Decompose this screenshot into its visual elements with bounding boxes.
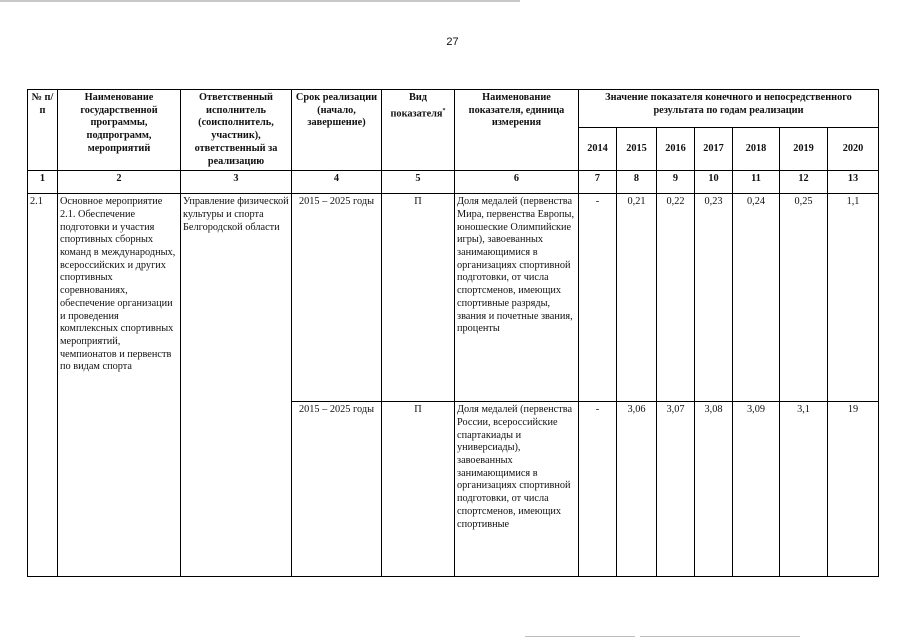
header-type-label: Вид показателя — [390, 92, 443, 120]
column-number-row — [28, 171, 879, 194]
column-number: 2 — [58, 171, 181, 194]
column-number: 7 — [579, 171, 617, 194]
header-year: 2015 — [617, 127, 657, 170]
header-year: 2019 — [780, 127, 828, 170]
column-number: 9 — [657, 171, 695, 194]
column-number: 10 — [695, 171, 733, 194]
value-cell: 0,24 — [733, 194, 780, 402]
value-cell: 3,08 — [695, 402, 733, 577]
value-cell: 0,21 — [617, 194, 657, 402]
column-number: 6 — [455, 171, 579, 194]
executor-name: Управление физической культуры и спорта Белгородской области — [181, 194, 292, 577]
header-values-group: Значение показателя конечного и непосредственного результата по годам реализации — [579, 90, 879, 128]
type-cell: П — [382, 402, 455, 577]
indicator-name: Доля медалей (первенства России, всероссийские спартакиады и универсиады), завоеванных занимающимися в организациях спортивной подготовки, от числа спортсменов, имеющих спортивные — [455, 402, 579, 577]
indicator-name: Доля медалей (первенства Мира, первенства Европы, юношеские Олимпийские игры), завоеванных занимающимися в организациях спортивной подготовки, от числа спортсменов, имеющих спортивные разряды, звания и почетные звания, проценты — [455, 194, 579, 402]
value-cell: 0,23 — [695, 194, 733, 402]
header-year: 2014 — [579, 127, 617, 170]
value-cell: 3,07 — [657, 402, 695, 577]
value-cell: 3,1 — [780, 402, 828, 577]
scan-edge-line — [640, 636, 800, 637]
type-cell: П — [382, 194, 455, 402]
column-number: 8 — [617, 171, 657, 194]
page-number: 27 — [446, 36, 459, 48]
value-cell: 0,25 — [780, 194, 828, 402]
column-number: 3 — [181, 171, 292, 194]
value-cell: 0,22 — [657, 194, 695, 402]
header-executor: Ответственный исполнитель (соисполнитель, участник), ответственный за реализацию — [181, 90, 292, 171]
header-term: Срок реализации (начало, завершение) — [292, 90, 382, 171]
scan-edge-line — [525, 636, 635, 637]
value-cell: 3,06 — [617, 402, 657, 577]
value-cell: 3,09 — [733, 402, 780, 577]
term-cell: 2015 – 2025 годы — [292, 194, 382, 402]
value-cell: - — [579, 194, 617, 402]
value-cell: - — [579, 402, 617, 577]
column-number: 4 — [292, 171, 382, 194]
header-indicator: Наименование показателя, единица измерения — [455, 90, 579, 171]
header-year: 2017 — [695, 127, 733, 170]
header-year: 2018 — [733, 127, 780, 170]
column-number: 12 — [780, 171, 828, 194]
column-number: 11 — [733, 171, 780, 194]
header-num: № п/п — [28, 90, 58, 171]
table-row — [28, 194, 879, 402]
scan-edge-line — [0, 0, 520, 2]
row-number: 2.1 — [28, 194, 58, 577]
program-name: Основное мероприятие 2.1. Обеспечение подготовки и участия спортивных сборных команд в международных, всероссийских и других спортивных соревнованиях, обеспечение организации и проведения комплексных спортивных мероприятий, чемпионатов и первенств по видам спорта — [58, 194, 181, 577]
value-cell: 19 — [828, 402, 879, 577]
term-cell: 2015 – 2025 годы — [292, 402, 382, 577]
value-cell: 1,1 — [828, 194, 879, 402]
header-program: Наименование государственной программы, подпрограмм, мероприятий — [58, 90, 181, 171]
indicator-table — [27, 89, 879, 577]
column-number: 1 — [28, 171, 58, 194]
header-year: 2020 — [828, 127, 879, 170]
header-type — [382, 90, 455, 171]
column-number: 13 — [828, 171, 879, 194]
header-year: 2016 — [657, 127, 695, 170]
column-number: 5 — [382, 171, 455, 194]
header-type-mark: * — [442, 107, 446, 114]
